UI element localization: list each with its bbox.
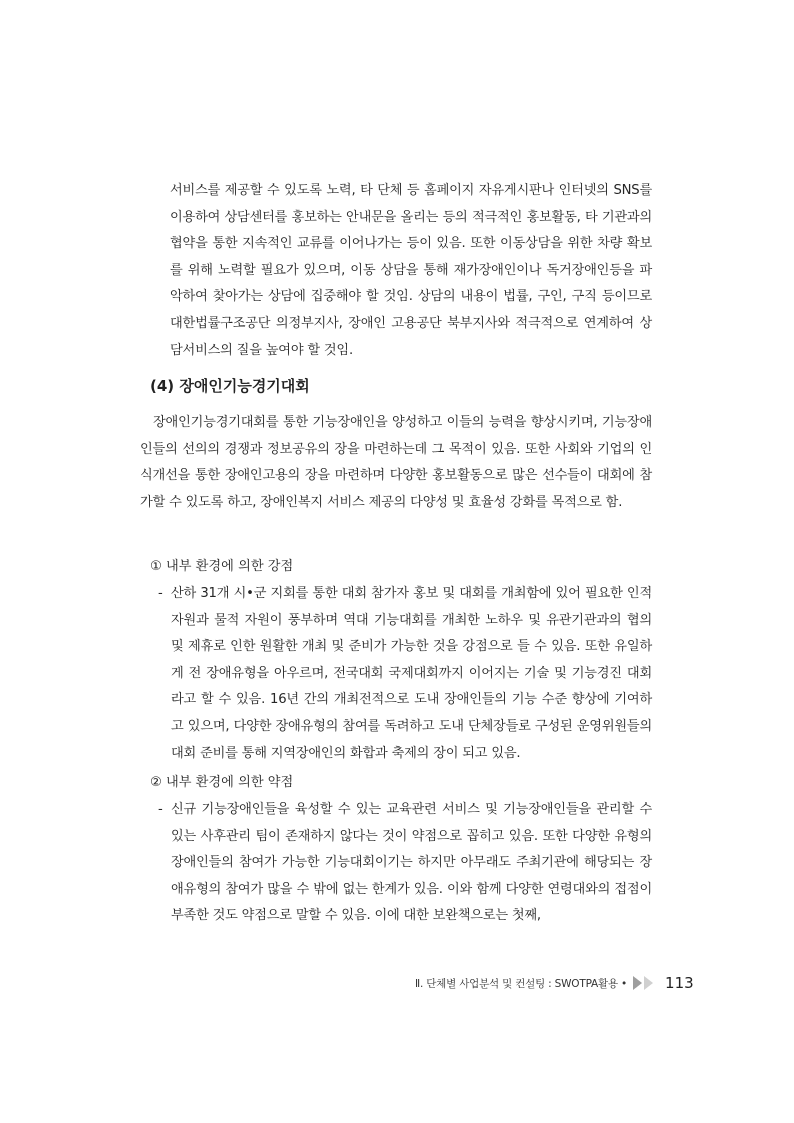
page-number: 113 (665, 974, 694, 992)
weaknesses-bullet (158, 797, 652, 930)
footer-chapter-title: Ⅱ. 단체별 사업분석 및 컨설팅 : SWOTPA활용 • (415, 977, 628, 990)
intro-paragraph: 서비스를 제공할 수 있도록 노력, 타 단체 등 홈페이지 자유게시판나 인터넷의 SNS를 이용하여 상담센터를 홍보하는 안내문을 올리는 등의 적극적인 홍보활동, 타 기관과의 협약을 통한 지속적인 교류를 이어나가는 등이 있음. 또한 이동상담을 위한 차량 확보를 위해 노력할 필요가 있으며, 이동 상담을 통해 재가장애인이나 독거장애인등을 파악하여 찾아가는 상담에 집중해야 할 것임. 상담의 내용이 법률, 구인, 구직 등이므로 대한법률구조공단 의정부지사, 장애인 고용공단 북부지사와 적극적으로 연계하여 상담서비스의 질을 높여야 할 것임. (170, 183, 652, 358)
chevron-right-icon (633, 976, 642, 990)
strengths-bullet (158, 581, 652, 767)
strengths-heading: ① 내부 환경에 의한 강점 (150, 559, 294, 574)
bullet-dash: - (158, 802, 163, 817)
chevron-right-icon (644, 976, 653, 990)
weaknesses-heading: ② 내부 환경에 의한 약점 (150, 775, 294, 790)
weaknesses-text: 신규 기능장애인들을 육성할 수 있는 교육관련 서비스 및 기능장애인들을 관리할 수 있는 사후관리 팀이 존재하지 않다는 것이 약점으로 꼽히고 있음. 또한 다양한 유형의 장애인들의 참여가 가능한 기능대회이기는 하지만 아무래도 주최기관에 해당되는 장애유형의 참여가 많을 수 밖에 없는 한계가 있음. 이와 함께 다양한 연령대와의 접점이 부족한 것도 약점으로 말할 수 있음. 이에 대한 보완책으로는 첫째, (171, 802, 652, 924)
bullet-dash: - (158, 586, 163, 601)
section-heading: (4) 장애인기능경기대회 (150, 377, 310, 395)
page-footer (415, 970, 694, 996)
strengths-text: 산하 31개 시•군 지회를 통한 대회 참가자 홍보 및 대회를 개최함에 있어 필요한 인적자원과 물적 자원이 풍부하며 역대 기능대회를 개최한 노하우 및 유관기관과의 협의 및 제휴로 인한 원활한 개최 및 준비가 가능한 것을 강점으로 들 수 있음. 또한 유일하게 전 장애유형을 아우르며, 전국대회 국제대회까지 이어지는 기술 및 기능경진 대회라고 할 수 있음. 16년 간의 개최전적으로 도내 장애인들의 기능 수준 향상에 기여하고 있으며, 다양한 장애유형의 참여를 독려하고 도내 단체장들로 구성된 운영위원들의 대회 준비를 통해 지역장애인의 화합과 축제의 장이 되고 있음. (171, 586, 652, 761)
section-paragraph: 장애인기능경기대회를 통한 기능장애인을 양성하고 이들의 능력을 향상시키며, 기능장애인들의 선의의 경쟁과 정보공유의 장을 마련하는데 그 목적이 있음. 또한 사회와 기업의 인식개선을 통한 장애인고용의 장을 마련하며 다양한 홍보활동으로 많은 선수들이 대회에 참가할 수 있도록 하고, 장애인복지 서비스 제공의 다양성 및 효율성 강화를 목적으로 함. (140, 415, 652, 510)
